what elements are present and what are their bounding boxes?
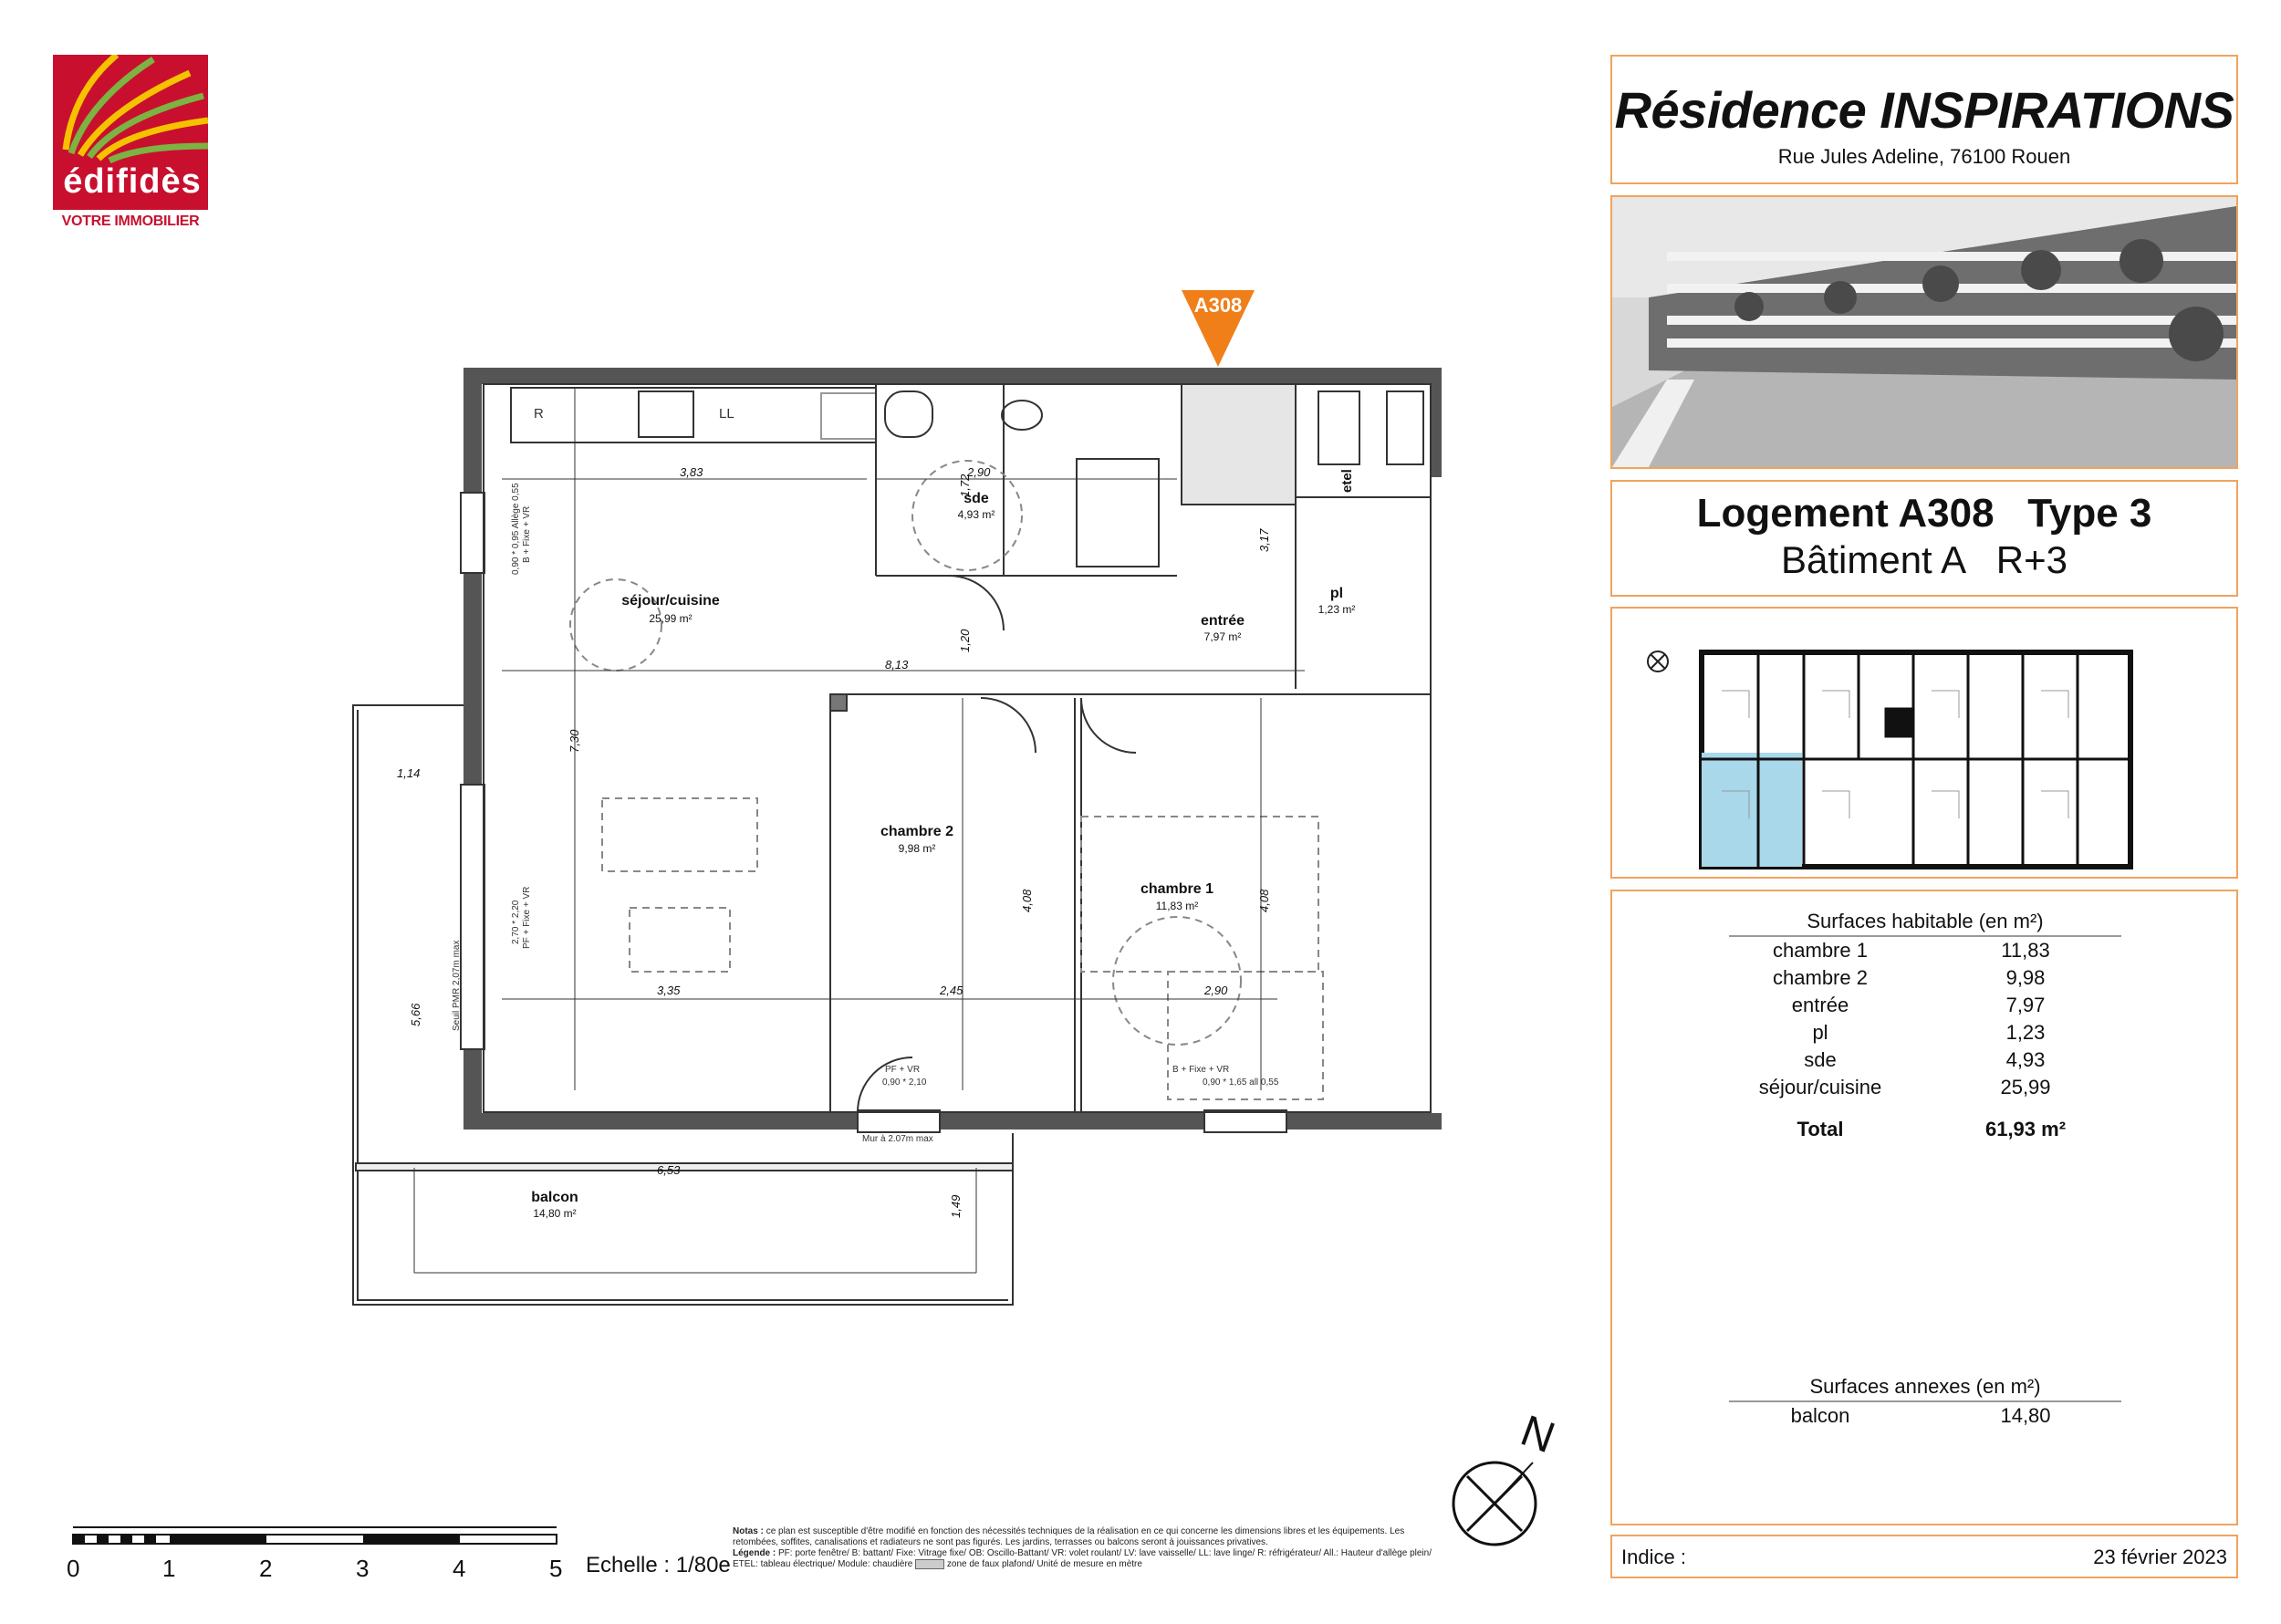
building-photo xyxy=(1610,195,2238,469)
washer-label: LL xyxy=(719,406,734,422)
logement-type: Logement A308 Type 3 xyxy=(1696,491,2152,536)
scale-number: 0 xyxy=(67,1555,80,1582)
residence-title-panel xyxy=(1610,55,2238,184)
compass-icon xyxy=(1451,1460,1560,1569)
surface-row xyxy=(1729,1021,2121,1048)
logement-panel xyxy=(1610,480,2238,597)
dim-label: 1,20 xyxy=(958,629,972,652)
window-annotation: PF + VR xyxy=(885,1065,921,1075)
indice-label: Indice : xyxy=(1621,1546,1686,1568)
scale-label: Echelle : 1/80e xyxy=(586,1553,731,1577)
dim-label: 4,08 xyxy=(1020,889,1034,912)
window-annotation: B + Fixe + VR xyxy=(1172,1065,1230,1075)
surface-row xyxy=(1729,1048,2121,1076)
surface-value: 25,99 xyxy=(2000,1076,2051,1098)
room-chambre2-label: chambre 2 xyxy=(880,824,954,839)
surface-total-row xyxy=(1729,1118,2121,1145)
plan-date: 23 février 2023 xyxy=(2093,1546,2227,1568)
compass-north-label: N xyxy=(1514,1406,1561,1463)
surface-total-value: 61,93 m² xyxy=(1984,1118,2067,1140)
apartment-marker xyxy=(1182,290,1255,369)
window-annotation: B + Fixe + VR xyxy=(522,505,532,563)
annex-row xyxy=(1729,1404,2121,1431)
room-etel-label: etel xyxy=(1339,469,1355,493)
legend-text: PF: porte fenêtre/ B: battant/ Fixe: Vitrage fixe/ OB: Oscillo-Battant/ VR: volet roulant/ LV: lave vaisselle/ LL: lave linge/ R: réfrigérateur/ All.: Hauteur d'allège plein/ ETEL: tableau électrique/ Module: chaudière xyxy=(733,1548,1432,1570)
batiment-floor: Bâtiment A R+3 xyxy=(1780,538,2067,581)
surface-row xyxy=(1729,1076,2121,1103)
dim-label: 1,14 xyxy=(397,766,421,780)
residence-address: Rue Jules Adeline, 76100 Rouen xyxy=(1777,145,2071,168)
surface-value: 1,23 xyxy=(2005,1021,2046,1044)
surfaces-annexes-title: Surfaces annexes (en m²) xyxy=(1729,1375,2121,1402)
room-sde-label: sde xyxy=(963,491,989,506)
room-sejour-area: 25,99 m² xyxy=(649,612,693,625)
surface-label: pl xyxy=(1812,1021,1828,1044)
surface-label: chambre 2 xyxy=(1773,966,1868,989)
logo-mark xyxy=(53,55,208,210)
dim-label: 4,08 xyxy=(1257,889,1271,912)
room-pl-area: 1,23 m² xyxy=(1318,603,1356,616)
scale-number: 3 xyxy=(356,1555,370,1582)
logo-brand: édifidès xyxy=(63,162,202,201)
scale-bar xyxy=(67,1525,582,1582)
surface-label: sde xyxy=(1804,1048,1837,1071)
dim-label: 2,90 xyxy=(1204,984,1228,997)
room-entree-label: entrée xyxy=(1200,613,1245,629)
logo-tagline: VOTRE IMMOBILIER xyxy=(61,213,200,229)
annex-label: balcon xyxy=(1790,1404,1850,1427)
surface-label: séjour/cuisine xyxy=(1758,1076,1882,1098)
room-sde-area: 4,93 m² xyxy=(957,508,995,521)
scale-number: 4 xyxy=(453,1555,466,1582)
window-annotation: Seuil PMR 2,07m max xyxy=(452,940,462,1031)
north-compass xyxy=(1451,1406,1561,1556)
dim-label: 3,83 xyxy=(680,465,703,479)
building-photo-image xyxy=(1612,197,2236,467)
marker-label: A308 xyxy=(1193,294,1243,317)
plan-notes xyxy=(733,1526,1444,1570)
window-annotation: 0,90 * 2,10 xyxy=(882,1077,927,1088)
indice-panel xyxy=(1610,1535,2238,1578)
room-sejour-label: séjour/cuisine xyxy=(621,593,720,609)
surface-label: chambre 1 xyxy=(1773,939,1868,962)
room-chambre1-area: 11,83 m² xyxy=(1155,900,1199,912)
floor-plan xyxy=(328,360,1451,1318)
room-balcon-area: 14,80 m² xyxy=(533,1207,577,1220)
edifides-logo xyxy=(53,55,208,233)
key-plan-drawing xyxy=(1612,609,2236,877)
window-annotation: PF + Fixe + VR xyxy=(522,886,532,949)
surfaces-habitable-title: Surfaces habitable (en m²) xyxy=(1729,910,2121,937)
surface-value: 7,97 xyxy=(2005,994,2046,1016)
dim-label: 2,90 xyxy=(967,465,991,479)
room-chambre1-label: chambre 1 xyxy=(1140,881,1214,897)
notes-lead: Notas : xyxy=(733,1526,764,1536)
surface-value: 9,98 xyxy=(2005,966,2046,989)
dim-label: 5,66 xyxy=(409,1003,422,1026)
dim-label: 8,13 xyxy=(885,658,909,671)
fridge-label: R xyxy=(534,406,544,422)
window-annotation: 0,90 * 0,95 Allège 0,55 xyxy=(511,483,521,575)
dim-label: 2,45 xyxy=(940,984,963,997)
window-annotation: 2,70 * 2,20 xyxy=(511,900,521,944)
legend-end-text: zone de faux plafond/ Unité de mesure en mètre xyxy=(946,1559,1142,1570)
surfaces-panel xyxy=(1610,890,2238,1525)
surface-value: 4,93 xyxy=(2005,1048,2046,1071)
dim-label: 3,35 xyxy=(657,984,681,997)
dim-label: 1,72 xyxy=(958,474,972,497)
surface-total-label: Total xyxy=(1797,1118,1844,1140)
surface-row xyxy=(1729,939,2121,966)
window-annotation: Mur à 2.07m max xyxy=(862,1134,933,1144)
dim-label: 6,53 xyxy=(657,1163,681,1177)
surface-row xyxy=(1729,966,2121,994)
dim-label: 3,17 xyxy=(1257,528,1271,552)
scale-number: 1 xyxy=(162,1555,176,1582)
room-entree-area: 7,97 m² xyxy=(1203,630,1242,643)
scale-number: 2 xyxy=(259,1555,273,1582)
notes-text: ce plan est susceptible d'être modifié en fonction des nécessités techniques de la réalisation en ce qui concerne les dimensions libres et les équipements. Les retombées, soffites, canalisations et radiateurs ne sont pas figurés. Les jardins, terrasses ou balcons seront à jouissances privatives. xyxy=(733,1526,1405,1547)
surface-row xyxy=(1729,994,2121,1021)
faux-plafond-swatch-icon xyxy=(915,1559,944,1569)
dim-label: 7,30 xyxy=(568,729,581,753)
annex-value: 14,80 xyxy=(2000,1404,2051,1427)
scale-number: 5 xyxy=(549,1555,563,1582)
window-annotation: 0,90 * 1,65 all 0,55 xyxy=(1203,1077,1279,1088)
room-balcon-label: balcon xyxy=(531,1190,578,1205)
surface-label: entrée xyxy=(1791,994,1849,1016)
room-chambre2-area: 9,98 m² xyxy=(898,842,936,855)
key-plan-panel xyxy=(1610,607,2238,879)
surface-value: 11,83 xyxy=(2001,939,2050,962)
scale-bar-graphic xyxy=(71,1525,582,1553)
compass-small-icon xyxy=(1648,651,1668,671)
room-pl-label: pl xyxy=(1329,586,1344,601)
legend-lead: Légende : xyxy=(733,1548,776,1558)
dim-label: 1,49 xyxy=(949,1194,963,1218)
residence-title: Résidence INSPIRATIONS xyxy=(1614,81,2234,139)
